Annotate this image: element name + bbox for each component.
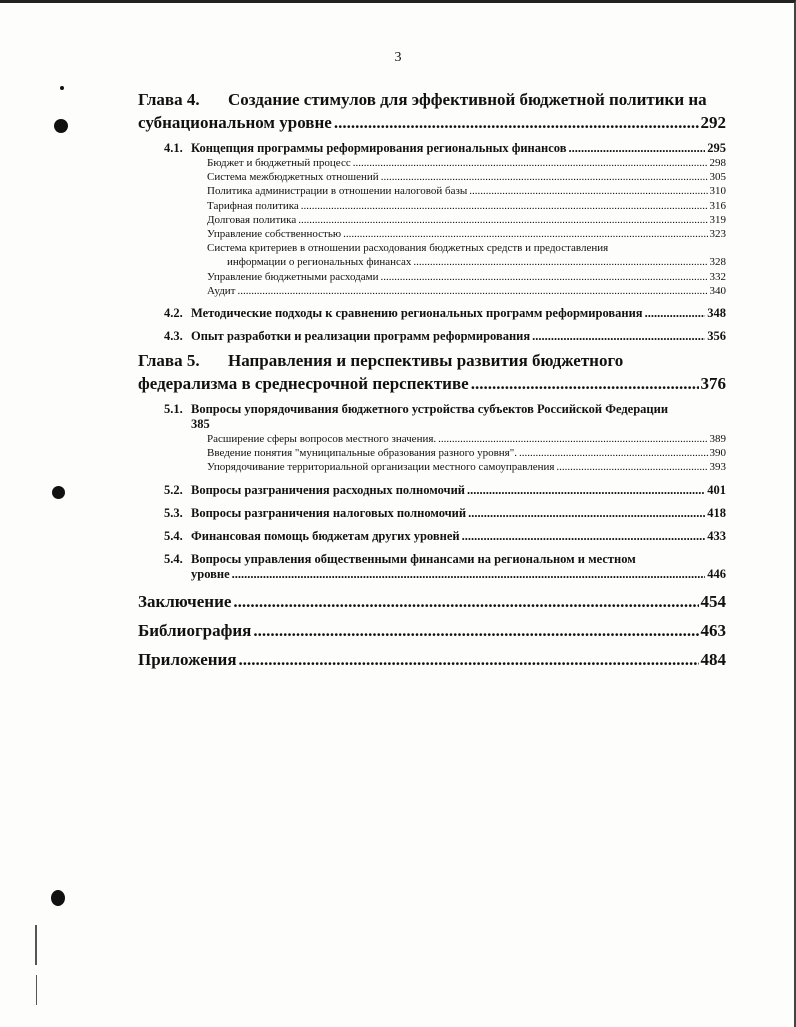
toc-subsection <box>207 170 726 184</box>
leader-dots <box>239 649 699 671</box>
toc-endmatter-item <box>138 649 726 671</box>
section-page: 401 <box>707 482 726 497</box>
leader-dots <box>334 111 699 134</box>
section-number: 5.4. <box>164 551 183 566</box>
toc-section <box>164 306 726 321</box>
leader-dots <box>232 567 706 582</box>
punch-hole-middle <box>52 486 65 499</box>
section-title: Вопросы управления общественными финансами на региональном и местном <box>191 551 636 566</box>
leader-dots <box>353 156 708 170</box>
section-page: 418 <box>707 505 726 520</box>
toc-section <box>164 552 726 582</box>
chapter-heading <box>138 88 726 134</box>
chapter-label: Глава 4. <box>138 90 200 109</box>
section-number: 5.2. <box>164 482 183 497</box>
leader-dots <box>556 460 707 474</box>
chapter-title: федерализма в среднесрочной перспективе <box>138 374 469 394</box>
section-title: Концепция программы реформирования региональных финансов <box>191 141 567 155</box>
section-number: 5.4. <box>164 528 183 543</box>
section-number: 5.1. <box>164 402 183 417</box>
subsection-title: Управление бюджетными расходами <box>207 270 379 283</box>
toc-subsection <box>207 199 726 213</box>
subsection-page: 305 <box>709 171 726 184</box>
section-number: 4.2. <box>164 306 183 321</box>
leader-dots <box>238 284 708 298</box>
subsection-page: 393 <box>709 461 726 474</box>
section-number: 4.3. <box>164 329 183 344</box>
section-page: 348 <box>707 306 726 321</box>
subsection-list <box>207 156 726 298</box>
leader-dots <box>413 255 707 269</box>
endmatter-page: 454 <box>700 591 726 611</box>
section-page: 295 <box>707 141 726 155</box>
table-of-contents <box>138 88 726 671</box>
endmatter-title: Библиография <box>138 620 252 640</box>
subsection-title: Расширение сферы вопросов местного значения. <box>207 433 437 446</box>
subsection-page: 310 <box>709 185 726 198</box>
subsection-page: 332 <box>709 270 726 283</box>
subsection-page: 340 <box>709 284 726 297</box>
subsection-page: 323 <box>709 228 726 241</box>
subsection-page: 389 <box>709 433 726 446</box>
toc-section <box>164 141 726 156</box>
leader-dots <box>519 446 708 460</box>
section-title: Методические подходы к сравнению региональных программ реформирования <box>191 306 643 321</box>
chapter-page: 376 <box>700 374 726 394</box>
leader-dots <box>301 199 708 213</box>
subsection-page: 316 <box>709 199 726 212</box>
scan-artifact-line <box>35 925 37 965</box>
punch-hole-bottom <box>51 890 65 906</box>
chapter-title: Создание стимулов для эффективной бюджетной политики на <box>228 90 707 109</box>
toc-endmatter-item <box>138 620 726 642</box>
endmatter-title: Заключение <box>138 591 232 611</box>
scan-speck <box>60 86 64 90</box>
section-page: 356 <box>707 329 726 344</box>
leader-dots <box>532 329 705 344</box>
leader-dots <box>468 506 705 521</box>
subsection-title: Управление собственностью <box>207 228 342 241</box>
leader-dots <box>462 529 706 544</box>
toc-subsection <box>207 270 726 284</box>
subsection-page: 298 <box>709 157 726 169</box>
subsection-title: Введение понятия "муниципальные образования разного уровня". <box>207 447 517 460</box>
section-page: 385 <box>191 417 210 432</box>
subsection-title: Аудит <box>207 284 236 297</box>
section-title: уровне <box>191 566 230 581</box>
toc-section <box>164 506 726 521</box>
subsection-page: 328 <box>709 256 726 269</box>
toc-subsection <box>207 241 726 269</box>
toc-subsection <box>207 227 726 241</box>
leader-dots <box>568 141 705 156</box>
endmatter-page: 463 <box>700 620 726 640</box>
page-number: 3 <box>394 50 402 65</box>
chapter-label: Глава 5. <box>138 351 200 371</box>
section-title: Вопросы разграничения налоговых полномочий <box>191 505 467 520</box>
chapter-page: 292 <box>700 113 726 132</box>
subsection-title: Долговая политика <box>207 213 297 226</box>
leader-dots <box>381 170 708 184</box>
section-title: Вопросы упорядочивания бюджетного устройства субъектов Российской Федерации <box>191 402 669 417</box>
subsection-title: информации о региональных финансах <box>227 256 412 269</box>
toc-section <box>164 529 726 544</box>
toc-section <box>164 402 726 432</box>
leader-dots <box>645 306 706 321</box>
subsection-list <box>207 432 726 475</box>
section-page: 446 <box>707 566 726 581</box>
toc-section <box>164 329 726 344</box>
leader-dots <box>469 184 707 198</box>
subsection-title: Система межбюджетных отношений <box>207 171 379 184</box>
leader-dots <box>343 227 707 241</box>
subsection-page: 319 <box>709 213 726 226</box>
section-title: Опыт разработки и реализации программ реформирования <box>191 329 531 344</box>
section-page: 433 <box>707 528 726 543</box>
section-number: 4.1. <box>164 141 183 155</box>
chapter-title: субнациональном уровне <box>138 113 332 132</box>
leader-dots <box>233 591 698 613</box>
toc-subsection <box>207 184 726 198</box>
scan-artifact-line <box>36 975 37 1005</box>
toc-subsection <box>207 432 726 446</box>
section-title: Финансовая помощь бюджетам других уровней <box>191 528 460 543</box>
toc-endmatter-item <box>138 591 726 613</box>
toc-subsection <box>207 156 726 170</box>
leader-dots <box>438 432 707 446</box>
leader-dots <box>471 372 699 395</box>
subsection-title: Система критериев в отношении расходования бюджетных средств и предоставления <box>207 242 609 255</box>
subsection-title: Политика администрации в отношении налоговой базы <box>207 185 468 198</box>
chapter-heading <box>138 349 726 395</box>
section-number: 5.3. <box>164 505 183 520</box>
toc-subsection <box>207 213 726 227</box>
chapter-title: Направления и перспективы развития бюджетного <box>228 351 624 371</box>
punch-hole-top <box>54 119 68 133</box>
toc-subsection <box>207 460 726 474</box>
subsection-title: Упорядочивание территориальной организации местного самоуправления <box>207 461 555 474</box>
leader-dots <box>381 270 708 284</box>
endmatter-title: Приложения <box>138 649 237 669</box>
subsection-page: 390 <box>709 447 726 460</box>
leader-dots <box>467 483 705 498</box>
toc-subsection <box>207 446 726 460</box>
toc-section <box>164 483 726 498</box>
leader-dots <box>298 213 707 227</box>
toc-subsection <box>207 284 726 298</box>
endmatter-page: 484 <box>700 649 726 669</box>
leader-dots <box>253 620 698 642</box>
section-title: Вопросы разграничения расходных полномочий <box>191 482 465 497</box>
subsection-title: Тарифная политика <box>207 199 299 212</box>
subsection-title: Бюджет и бюджетный процесс <box>207 157 351 169</box>
